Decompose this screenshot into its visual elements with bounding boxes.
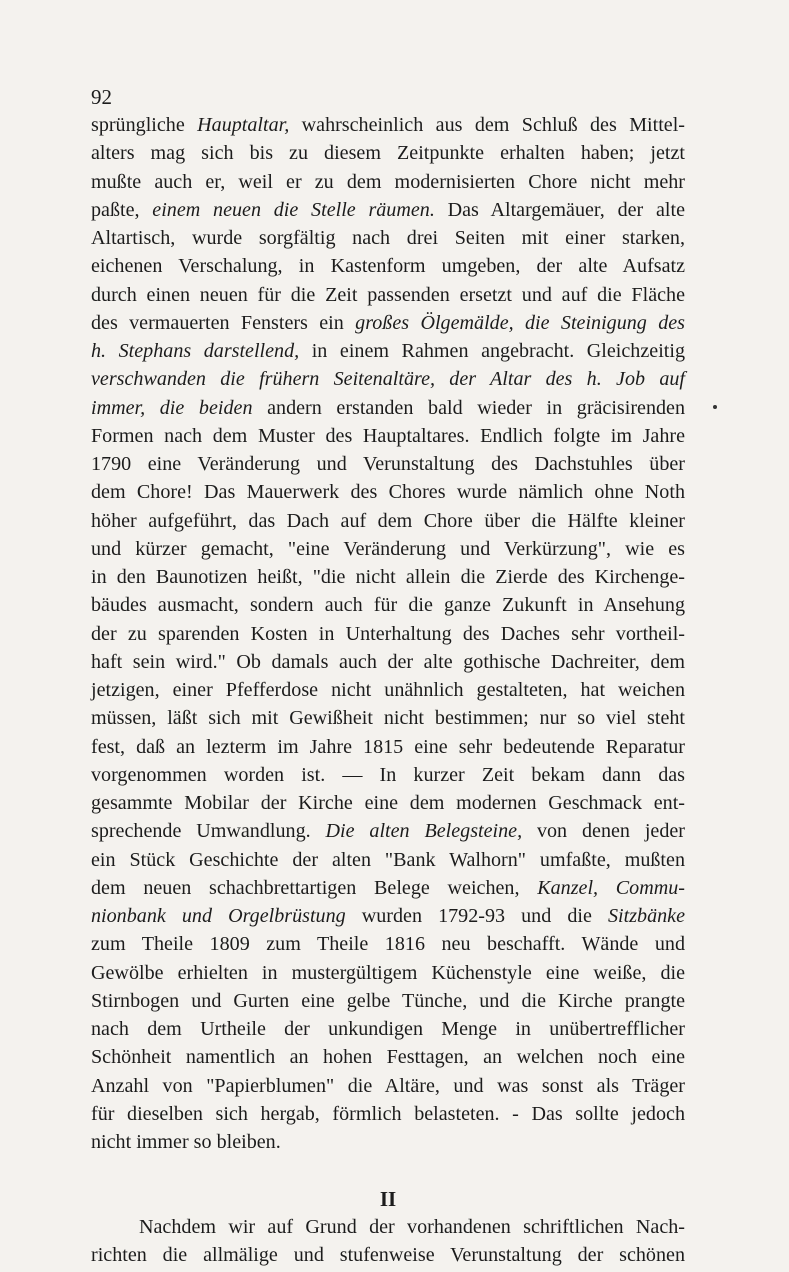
text-line: h. Stephans darstellend, in einem Rahmen angebracht. Gleichzeitig: [91, 340, 685, 362]
text-line: der zu sparenden Kosten in Unterhaltung des Daches sehr vortheil-: [91, 622, 685, 645]
text-line: Altartisch, wurde sorgfältig nach drei Seiten mit einer starken,: [91, 227, 685, 249]
text-line: haft sein wird." Ob damals auch der alte gothische Dachreiter, dem: [91, 650, 685, 673]
text-line: dem Chore! Das Mauerwerk des Chores wurde nämlich ohne Noth: [91, 481, 685, 504]
text-line: nionbank und Orgelbrüstung wurden 1792-93 und die Sitzbänke: [91, 905, 685, 927]
text-line: sprechende Umwandlung. Die alten Belegsteine, von denen jeder: [91, 820, 685, 843]
text-line: Anzahl von "Papierblumen" die Altäre, und was sonst als Träger: [91, 1074, 685, 1097]
text-line: bäudes ausmacht, sondern auch für die ganze Zukunft in Ansehung: [91, 594, 685, 617]
text-line: höher aufgeführt, das Dach auf dem Chore über die Hälfte kleiner: [91, 509, 685, 532]
text-line: durch einen neuen für die Zeit passenden ersetzt und auf die Fläche: [91, 283, 685, 306]
text-line: sprüngliche Hauptaltar, wahrscheinlich aus dem Schluß des Mittel-: [91, 114, 685, 136]
text-line: für dieselben sich hergab, förmlich belasteten. - Das sollte jedoch: [91, 1102, 685, 1125]
text-line: mußte auch er, weil er zu dem modernisierten Chore nicht mehr: [91, 170, 685, 193]
margin-mark: [713, 405, 717, 409]
text-line: vorgenommen worden ist. — In kurzer Zeit bekam dann das: [91, 763, 685, 786]
text-line: Gewölbe erhielten in mustergültigem Küchenstyle eine weiße, die: [91, 961, 685, 984]
text-line: jetzigen, einer Pfefferdose nicht unähnlich gestalteten, hat weichen: [91, 679, 685, 701]
section-heading: II: [379, 1186, 397, 1211]
text-line: und kürzer gemacht, "eine Veränderung und Verkürzung", wie es: [91, 537, 685, 560]
text-line: Schönheit namentlich an hohen Festtagen, an welchen noch eine: [91, 1046, 685, 1069]
body-text: [91, 111, 685, 1269]
text-line: 1790 eine Veränderung und Verunstaltung des Dachstuhles über: [91, 453, 685, 475]
text-line: Formen nach dem Muster des Hauptaltares. Endlich folgte im Jahre: [91, 424, 685, 447]
text-line: Stirnbogen und Gurten eine gelbe Tünche, und die Kirche prangte: [91, 989, 685, 1012]
text-line: eichenen Verschalung, in Kastenform umgeben, der alte Aufsatz: [91, 255, 685, 278]
text-line: in den Baunotizen heißt, "die nicht allein die Zierde des Kirchenge-: [91, 566, 685, 588]
text-line: paßte, einem neuen die Stelle räumen. Das Altargemäuer, der alte: [91, 198, 685, 221]
text-line: nach dem Urtheile der unkundigen Menge in unübertrefflicher: [91, 1018, 685, 1040]
paragraph-2: [91, 1213, 685, 1270]
text-line: nicht immer so bleiben.: [91, 1131, 281, 1153]
text-line: immer, die beiden andern erstanden bald wieder in gräcisirenden: [91, 396, 685, 419]
text-line: fest, daß an lezterm im Jahre 1815 eine sehr bedeutende Reparatur: [91, 735, 685, 758]
section-spacer: [91, 1156, 685, 1184]
text-line: ein Stück Geschichte der alten "Bank Walhorn" umfaßte, mußten: [91, 848, 685, 871]
text-line: verschwanden die frühern Seitenaltäre, der Altar des h. Job auf: [91, 368, 685, 391]
text-line: gesammte Mobilar der Kirche eine dem modernen Geschmack ent-: [91, 792, 685, 814]
text-line: des vermauerten Fensters ein großes Ölgemälde, die Steinigung des: [91, 311, 685, 334]
text-line: alters mag sich bis zu diesem Zeitpunkte erhalten haben; jetzt: [91, 142, 685, 165]
text-line: zum Theile 1809 zum Theile 1816 neu beschafft. Wände und: [91, 933, 685, 956]
paragraph-1: [91, 111, 685, 1156]
text-line: müssen, läßt sich mit Gewißheit nicht bestimmen; nur so viel steht: [91, 707, 685, 730]
text-line: Nachdem wir auf Grund der vorhandenen schriftlichen Nach-: [139, 1215, 685, 1238]
page-number: 92: [91, 85, 112, 109]
text-line: dem neuen schachbrettartigen Belege weichen, Kanzel, Commu-: [91, 876, 685, 899]
text-line: richten die allmälige und stufenweise Verunstaltung der schönen: [91, 1244, 685, 1266]
